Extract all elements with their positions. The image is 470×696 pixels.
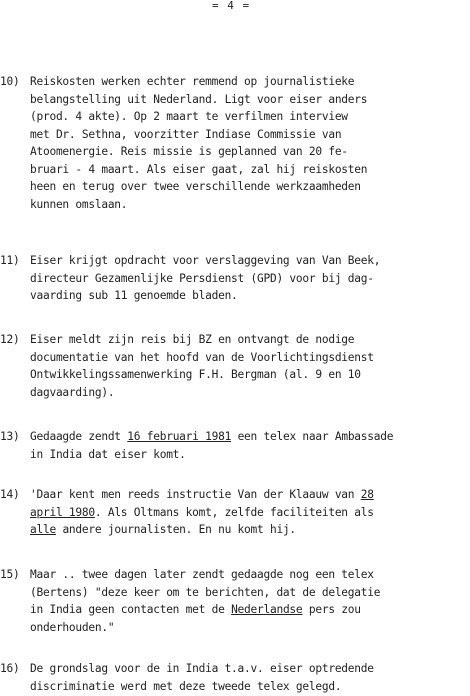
item-text: Eiser meldt zijn reis bij BZ en ontvangt de nodige documentatie van het hoofd van de Voorlichtingsdienst Ontwikkelingssamenwerking F.H. Bergman (al. 9 en 10 dagvaarding).	[30, 333, 374, 399]
item-text: Reiskosten werken echter remmend op journalistieke belangstelling uit Nederland. Ligt voor eiser anders (prod. 4 akte). Op 2 maart te verfilmen interview met Dr. Sethna, voorzitter Indiase Commissie van Atoomenergie. Reis missie is geplanned van 20 fe- bruari - 4 maart. Als eiser gaat, zal hij reiskosten heen en terug over twee verschillende werkzaamheden kunnen omslaan.	[30, 75, 368, 211]
item-text: De grondslag voor de in India t.a.v. eiser optredende discriminatie werd met deze tweede telex gelegd.	[30, 662, 374, 693]
page-number: = 4 =	[212, 0, 251, 12]
list-item	[0, 566, 462, 636]
item-number: 15)	[0, 568, 20, 581]
item-number: 14)	[0, 488, 20, 501]
underlined-word: alle	[30, 523, 56, 536]
underlined-word: Nederlandse	[231, 603, 303, 616]
underlined-date: 16 februari 1981	[127, 430, 232, 443]
item-text: Eiser krijgt opdracht voor verslaggeving van Van Beek, directeur Gezamenlijke Persdienst (GPD) voor bij dag- vaarding sub 11 genoemde bladen.	[30, 254, 381, 302]
list-item	[0, 660, 462, 695]
item-text: Maar .. twee dagen later zendt gedaagde nog een telex (Bertens) "deze keer om te berichten, dat de delegatie in India geen contacten met de Nederlandse pers zou onderhouden."	[30, 568, 381, 634]
item-text: 'Daar kent men reeds instructie Van der Klaauw van 28 april 1980. Als Oltmans komt, zelfde faciliteiten als alle andere journalisten. En nu komt hij.	[30, 488, 374, 536]
list-item	[0, 252, 462, 305]
item-text: Gedaagde zendt 16 februari 1981 een telex naar Ambassade in India dat eiser komt.	[30, 430, 394, 461]
item-number: 12)	[0, 333, 20, 346]
list-item	[0, 486, 462, 539]
list-item	[0, 331, 462, 401]
list-item	[0, 428, 462, 463]
item-number: 13)	[0, 430, 20, 443]
item-number: 16)	[0, 662, 20, 675]
item-number: 11)	[0, 254, 20, 267]
underlined-date: 28 april 1980	[30, 488, 374, 519]
item-number: 10)	[0, 75, 20, 88]
list-item	[0, 73, 462, 213]
